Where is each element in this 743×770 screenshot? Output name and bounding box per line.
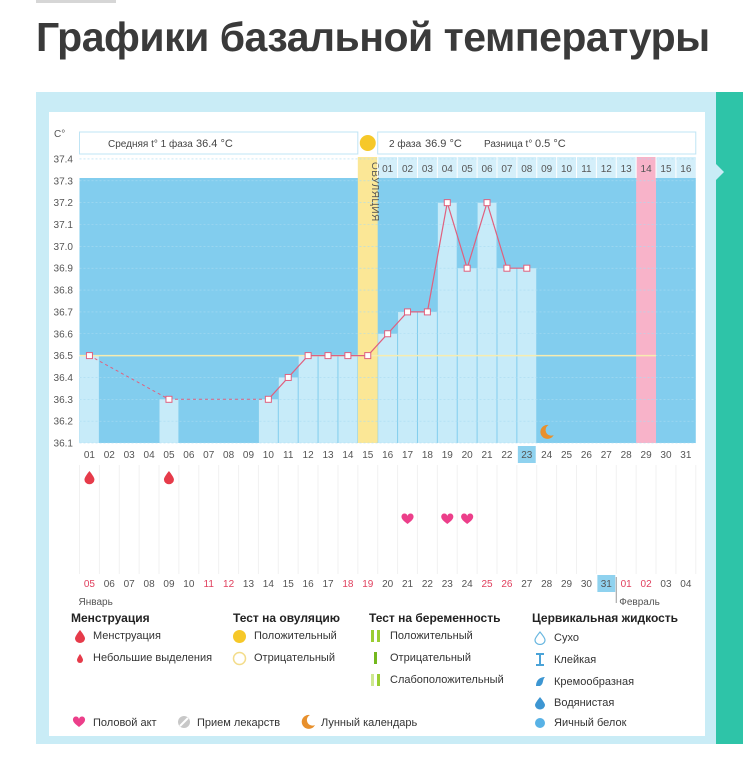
phase2-day-label: 14: [640, 164, 652, 175]
phase2-day-label: 02: [401, 164, 414, 175]
cerv-watery-icon: [534, 696, 546, 710]
calendar-date-label: 06: [103, 579, 115, 590]
pill-icon: [177, 715, 191, 729]
cerv-sticky-icon: [535, 653, 545, 666]
cycle-day-label: 11: [283, 450, 294, 461]
legend-ovtest-1: Положительный: [254, 630, 337, 642]
intercourse-heart-icon: [461, 513, 473, 524]
cycle-day-label: 18: [421, 450, 433, 461]
legend-bottom-moon: Лунный календарь: [321, 717, 418, 729]
y-tick-label: 36.8: [53, 285, 73, 297]
ovtest-positive-icon: [232, 629, 247, 644]
cycle-day-label: 26: [580, 450, 593, 461]
cycle-day-label: 29: [640, 450, 652, 461]
calendar-date-label: 17: [322, 579, 334, 590]
temperature-point: [524, 265, 530, 271]
ovulation-label: ОВУЛЯЦИЯ: [368, 162, 380, 222]
cycle-day-label: 24: [541, 450, 553, 461]
calendar-date-label: 22: [421, 579, 433, 590]
cycle-day-label: 08: [223, 450, 235, 461]
y-unit-label: C°: [54, 129, 66, 140]
calendar-date-label: 29: [560, 579, 573, 590]
legend-cerv-5: Яичный белок: [554, 717, 627, 729]
cerv-eggwhite-icon: [534, 717, 546, 729]
calendar-date-label: 15: [282, 579, 294, 590]
legend-cerv-1: Сухо: [554, 632, 579, 644]
phase2-day-label: 01: [382, 164, 394, 175]
temperature-point: [285, 374, 291, 380]
legend-preg-2: Отрицательный: [390, 652, 471, 664]
temperature-point: [504, 265, 510, 271]
phase2-day-label: 10: [560, 164, 573, 175]
y-tick-label: 36.2: [53, 416, 73, 428]
cycle-day-label: 21: [481, 450, 493, 461]
cycle-day-label: 19: [441, 450, 453, 461]
phase2-day-label: 16: [680, 164, 692, 175]
temperature-bar: [378, 334, 397, 443]
y-tick-label: 37.1: [53, 220, 73, 231]
calendar-date-label: 11: [203, 579, 214, 590]
calendar-date-label: 27: [521, 579, 533, 590]
calendar-date-label: 26: [501, 579, 513, 590]
calendar-date-label: 09: [163, 579, 175, 590]
cycle-day-label: 31: [680, 450, 692, 461]
y-tick-label: 36.4: [53, 372, 73, 384]
phase2-day-label: 08: [521, 164, 533, 175]
y-tick-label: 37.4: [53, 154, 73, 166]
y-tick-label: 37.3: [53, 176, 73, 188]
legend-cerv-3: Кремообразная: [554, 676, 635, 688]
phase2-day-label: 11: [581, 164, 592, 175]
cycle-day-label: 27: [600, 450, 612, 461]
phase2-day-label: 07: [501, 164, 513, 175]
cycle-day-label: 04: [143, 450, 155, 461]
legend-preg-1: Положительный: [390, 630, 473, 642]
temperature-bar: [478, 203, 497, 443]
cycle-day-label: 23: [521, 450, 533, 461]
calendar-date-label: 04: [680, 579, 692, 590]
y-tick-label: 37.0: [53, 241, 73, 253]
month-label-next: Февраль: [619, 597, 660, 608]
phase1-avg-value: 36.4 °C: [196, 138, 233, 150]
cycle-day-label: 20: [461, 450, 473, 461]
phase2-avg-label: 2 фаза: [389, 139, 422, 150]
temperature-point: [345, 353, 351, 359]
cycle-day-label: 07: [203, 450, 215, 461]
cerv-creamy-icon: [534, 675, 546, 688]
preg-positive-icon: [370, 629, 382, 643]
diff-label: Разница t°: [484, 139, 533, 150]
temperature-point: [444, 200, 450, 206]
diff-value: 0.5 °C: [535, 138, 566, 150]
calendar-date-label: 05: [83, 579, 96, 590]
phase2-day-label: 05: [461, 164, 473, 175]
y-tick-label: 36.5: [53, 351, 73, 363]
phase2-day-label: 12: [600, 164, 612, 175]
y-tick-label: 36.3: [53, 394, 73, 406]
cycle-day-label: 14: [342, 450, 354, 461]
cycle-day-label: 28: [620, 450, 632, 461]
cycle-day-label: 06: [183, 450, 195, 461]
ovtest-negative-icon: [232, 651, 247, 666]
calendar-date-label: 14: [262, 579, 274, 590]
preg-negative-icon: [373, 651, 379, 665]
calendar-date-label: 02: [640, 579, 652, 590]
legend-menstr-2: Небольшие выделения: [93, 652, 213, 664]
phase2-day-label: 03: [421, 164, 433, 175]
legend-ovtest-2: Отрицательный: [254, 652, 335, 664]
calendar-date-label: 10: [183, 579, 195, 590]
y-tick-label: 36.6: [53, 329, 73, 341]
cycle-day-label: 01: [83, 450, 96, 461]
temperature-point: [405, 309, 411, 315]
cycle-day-label: 13: [322, 450, 334, 461]
legend-menstr-title: Менструация: [71, 611, 150, 625]
temperature-point: [305, 353, 311, 359]
phase2-day-label: 13: [620, 164, 632, 175]
small-drop-icon: [76, 653, 84, 664]
calendar-date-label: 01: [620, 579, 632, 590]
cycle-day-label: 17: [401, 450, 414, 461]
calendar-date-label: 08: [143, 579, 155, 590]
cycle-day-label: 12: [302, 450, 314, 461]
cycle-day-label: 16: [382, 450, 394, 461]
preg-weak-icon: [370, 673, 382, 687]
calendar-date-label: 07: [123, 579, 135, 590]
temperature-point: [325, 353, 331, 359]
y-tick-label: 36.1: [53, 438, 73, 450]
legend-bottom-meds: Прием лекарств: [197, 717, 281, 729]
cerv-dry-icon: [534, 631, 546, 645]
legend-cerv-4: Водянистая: [554, 697, 615, 709]
phase2-day-label: 06: [481, 164, 493, 175]
menstruation-drop-icon: [164, 471, 174, 484]
calendar-date-label: 16: [302, 579, 314, 590]
calendar-date-label: 24: [461, 579, 473, 590]
temperature-point: [265, 396, 271, 402]
legend-menstr-1: Менструация: [93, 630, 161, 642]
phase2-day-label: 15: [660, 164, 672, 175]
page-title: Графики базальной температуры: [36, 14, 710, 60]
temperature-point: [365, 353, 371, 359]
cycle-day-label: 15: [362, 450, 374, 461]
temperature-point: [86, 353, 92, 359]
cycle-day-label: 22: [501, 450, 513, 461]
legend-preg-3: Слабоположительный: [390, 674, 504, 686]
phase2-avg-value: 36.9 °C: [425, 138, 462, 150]
temperature-point: [484, 200, 490, 206]
cycle-day-label: 10: [262, 450, 274, 461]
legend-ovtest-title: Тест на овуляцию: [233, 611, 340, 625]
calendar-date-label: 18: [342, 579, 354, 590]
calendar-date-label: 25: [481, 579, 493, 590]
heart-icon: [72, 716, 86, 728]
temperature-point: [424, 309, 430, 315]
intercourse-heart-icon: [401, 513, 413, 524]
cycle-day-label: 09: [242, 450, 255, 461]
legend-preg-title: Тест на беременность: [369, 611, 501, 625]
cycle-day-label: 05: [163, 450, 175, 461]
calendar-date-label: 19: [362, 579, 374, 590]
y-tick-label: 36.7: [53, 307, 73, 319]
y-tick-label: 37.2: [53, 198, 73, 210]
intercourse-heart-icon: [441, 513, 453, 524]
menstruation-drop-icon: [84, 471, 94, 484]
cycle-day-label: 02: [103, 450, 115, 461]
calendar-date-label: 20: [382, 579, 394, 590]
temperature-bar: [279, 377, 298, 443]
cycle-day-label: 30: [660, 450, 672, 461]
month-label-start: Январь: [78, 597, 113, 608]
cycle-day-label: 25: [560, 450, 573, 461]
legend-cerv-title: Цервикальная жидкость: [532, 611, 679, 625]
phase1-avg-label: Средняя t° 1 фаза: [108, 139, 193, 150]
pink-day-column: [636, 157, 656, 443]
legend-cerv-2: Клейкая: [554, 654, 597, 666]
ovulation-circle-icon: [360, 135, 376, 151]
legend-bottom-sex: Половой акт: [93, 717, 157, 729]
calendar-date-label: 21: [401, 579, 414, 590]
calendar-date-label: 23: [441, 579, 453, 590]
y-tick-label: 36.9: [53, 263, 73, 275]
phase2-day-label: 09: [541, 164, 553, 175]
calendar-date-label: 13: [242, 579, 255, 590]
calendar-date-label: 03: [660, 579, 672, 590]
calendar-date-label: 31: [600, 579, 612, 590]
temperature-point: [385, 331, 391, 337]
moon-icon: [300, 714, 316, 730]
temperature-point: [464, 265, 470, 271]
calendar-date-label: 30: [580, 579, 593, 590]
phase2-day-label: 04: [441, 164, 453, 175]
cycle-day-label: 03: [123, 450, 135, 461]
calendar-date-label: 12: [223, 579, 235, 590]
calendar-date-label: 28: [541, 579, 553, 590]
drop-icon: [74, 629, 86, 643]
temperature-point: [166, 396, 172, 402]
